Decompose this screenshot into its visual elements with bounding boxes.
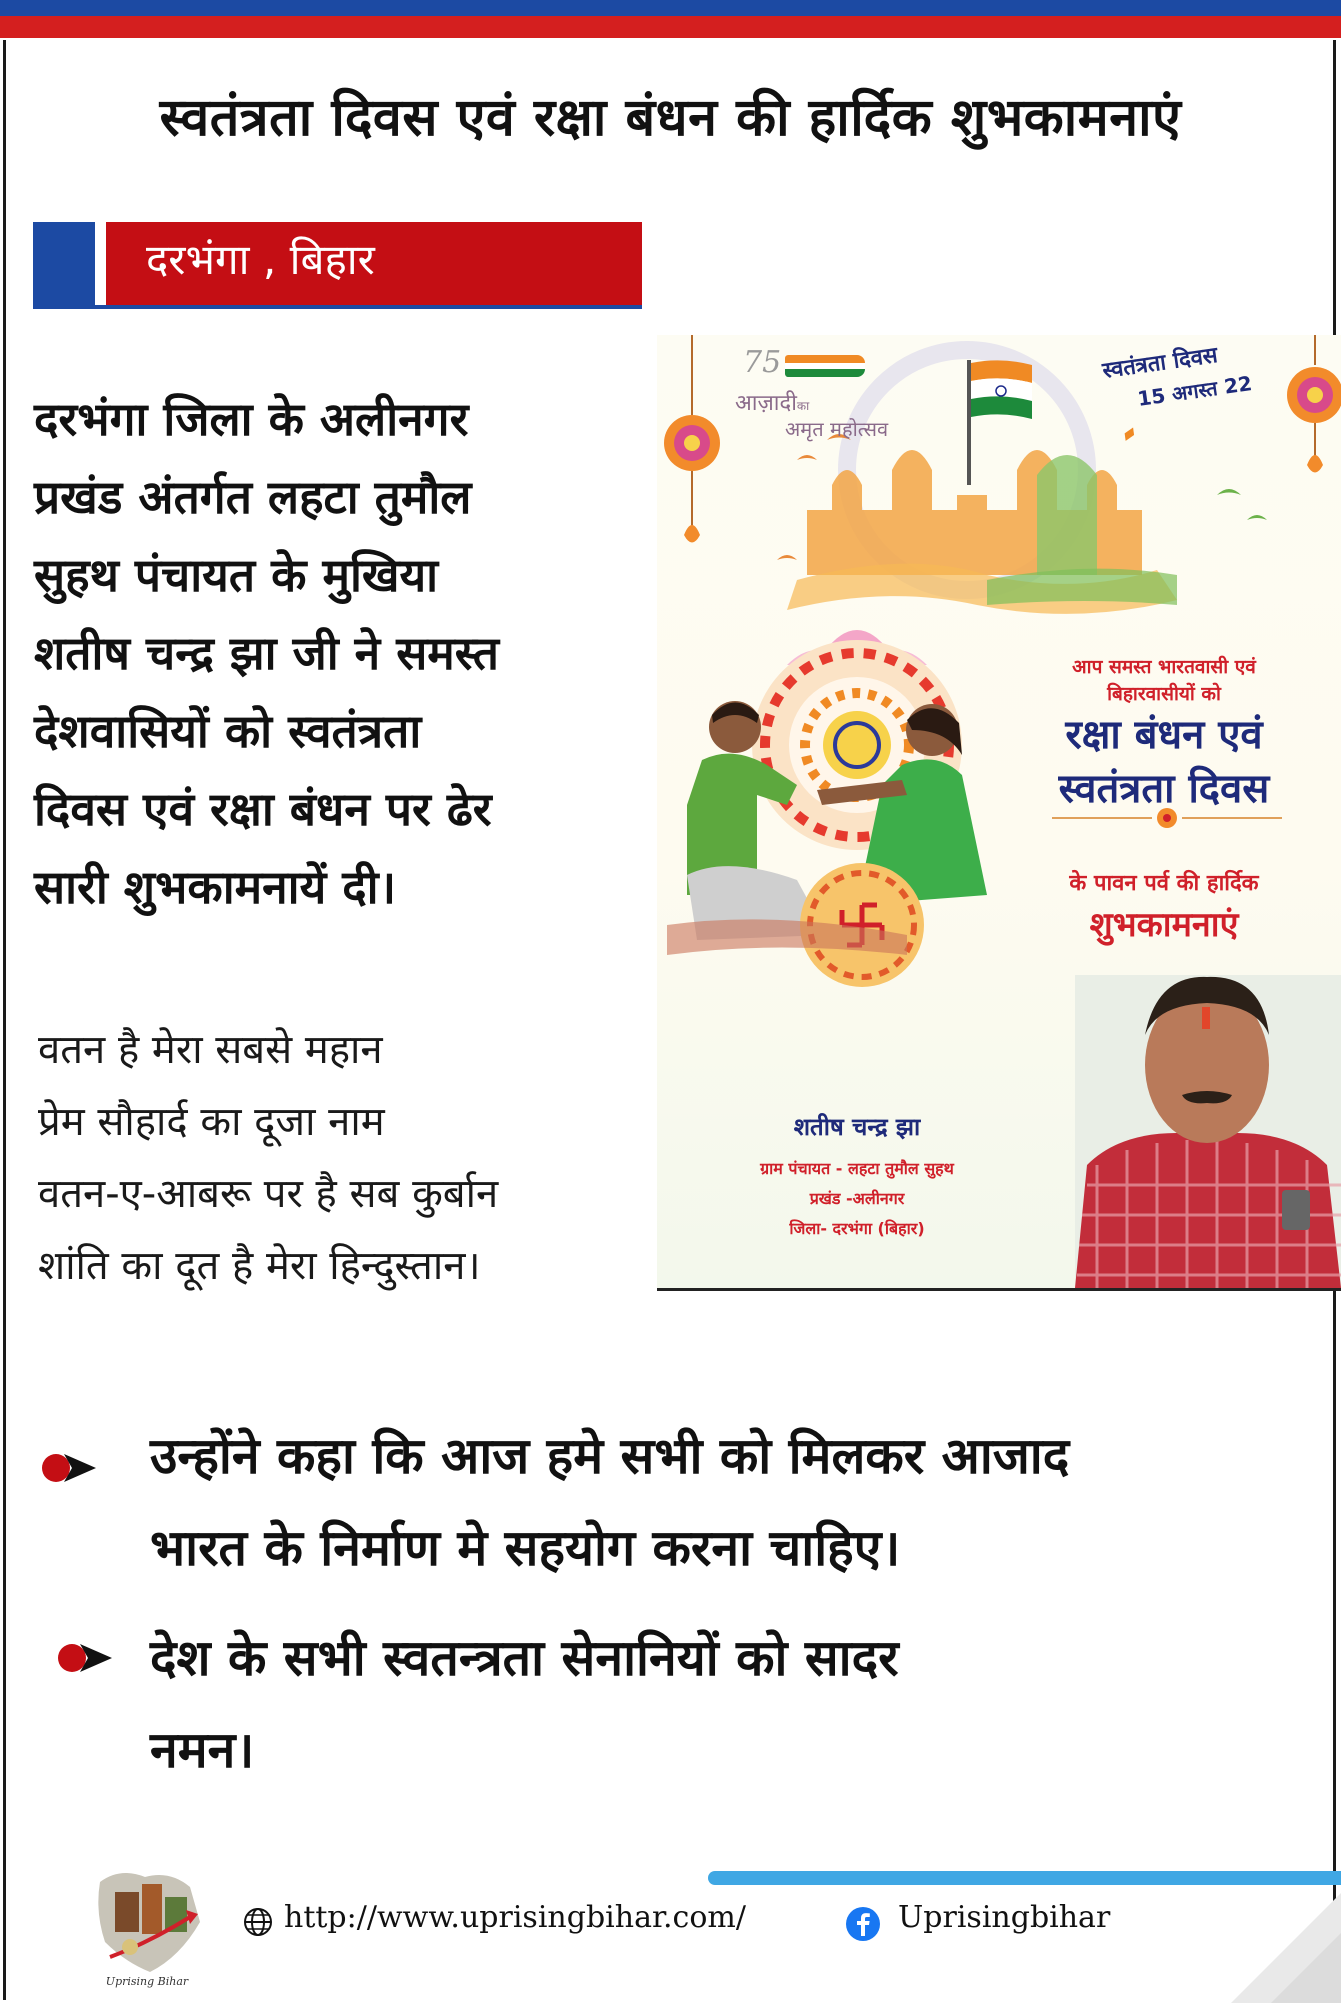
poster-greeting-big2: स्वतंत्रता दिवस [1058,766,1270,812]
poster-greeting-small2: बिहारवासीयों को [1107,683,1221,705]
poster-logo-number: 75 [743,345,782,380]
greeting-poster [657,335,1341,1291]
poster-greeting-big1: रक्षा बंधन एवं [1065,712,1263,758]
bullet-arrow-icon [52,1638,122,1678]
location-underline [33,305,642,309]
article-line: सुहथ पंचायत के मुखिया [34,548,439,602]
article-line: शतीष चन्द्र झा जी ने समस्त [34,626,499,680]
footer-corner-graphic [1221,1883,1341,2003]
poster-logo-line2: अमृत महोत्सव [785,417,889,441]
poster-person-line3: जिला- दरभंगा (बिहार) [789,1219,925,1238]
indian-flag-icon [971,360,1032,419]
person-photo [1075,975,1341,1288]
bullet-text [150,1612,899,1796]
location-accent-block [33,222,95,307]
article-paragraph [34,380,654,926]
poster-logo-azadi: आज़ादी [735,391,797,416]
article-line: सारी शुभकामनायें दी। [34,860,397,914]
facebook-icon [845,1906,881,1942]
poem-line: शांति का दूत है मेरा हिन्दुस्तान। [38,1243,481,1289]
poster-logo-flag-icon [785,355,865,381]
facebook-link[interactable]: Uprisingbihar [898,1900,1111,1935]
poem-line: वतन-ए-आबरू पर है सब कुर्बान [38,1171,499,1217]
bullet-line: भारत के निर्माण मे सहयोग करना चाहिए। [150,1519,901,1577]
logo-caption: Uprising Bihar [105,1975,189,1988]
poem-line: प्रेम सौहार्द का दूजा नाम [38,1099,385,1145]
globe-icon [242,1906,274,1938]
poster-logo-line1 [735,387,809,417]
poem-line: वतन है मेरा सबसे महान [38,1027,383,1073]
website-link[interactable]: http://www.uprisingbihar.com/ [284,1900,746,1935]
rakhi-ornament-icon [1287,335,1341,473]
red-fort-illustration [787,450,1177,614]
location-label: दरभंगा , बिहार [146,235,375,284]
poster-person-line1: ग्राम पंचायत - लहटा तुमौल सुहथ [760,1159,954,1178]
article-line: दरभंगा जिला के अलीनगर [34,392,469,446]
poster-date-line2: 15 अगस्त 22 [1135,371,1254,411]
bullet-line: नमन। [150,1721,255,1779]
bullet-line: उन्होंने कहा कि आज हमे सभी को मिलकर आजाद [150,1427,1070,1485]
pencil-icon: ▰ [1117,420,1141,447]
top-stripe-red [0,16,1341,38]
page-title: स्वतंत्रता दिवस एवं रक्षा बंधन की हार्दिक शुभकामनाएं [159,88,1182,148]
poster-person-name: शतीष चन्द्र झा [793,1113,921,1141]
poster-logo-ka: का [796,399,810,413]
bullet-line: देश के सभी स्वतन्त्रता सेनानियों को सादर [150,1629,899,1687]
article-line: दिवस एवं रक्षा बंधन पर ढेर [34,782,492,836]
poster-person-line2: प्रखंड -अलीनगर [809,1189,905,1208]
poster-greeting-small1: आप समस्त भारतवासी एवं [1072,656,1256,678]
rakhi-ornament-icon [664,335,720,543]
article-line: देशवासियों को स्वतंत्रता [34,704,422,758]
poem [38,1014,658,1302]
top-stripe-blue [0,0,1341,16]
poster-greeting-mid: के पावन पर्व की हार्दिक [1069,871,1259,896]
poster-date-line1: स्वतंत्रता दिवस [1101,343,1220,384]
bullet-text [150,1410,1069,1594]
article-line: प्रखंड अंतर्गत लहटा तुमौल [34,470,472,524]
uprising-bihar-logo [90,1862,210,1992]
poster-greeting-big3: शुभकामनाएं [1089,905,1239,945]
bullet-arrow-icon [36,1448,106,1488]
